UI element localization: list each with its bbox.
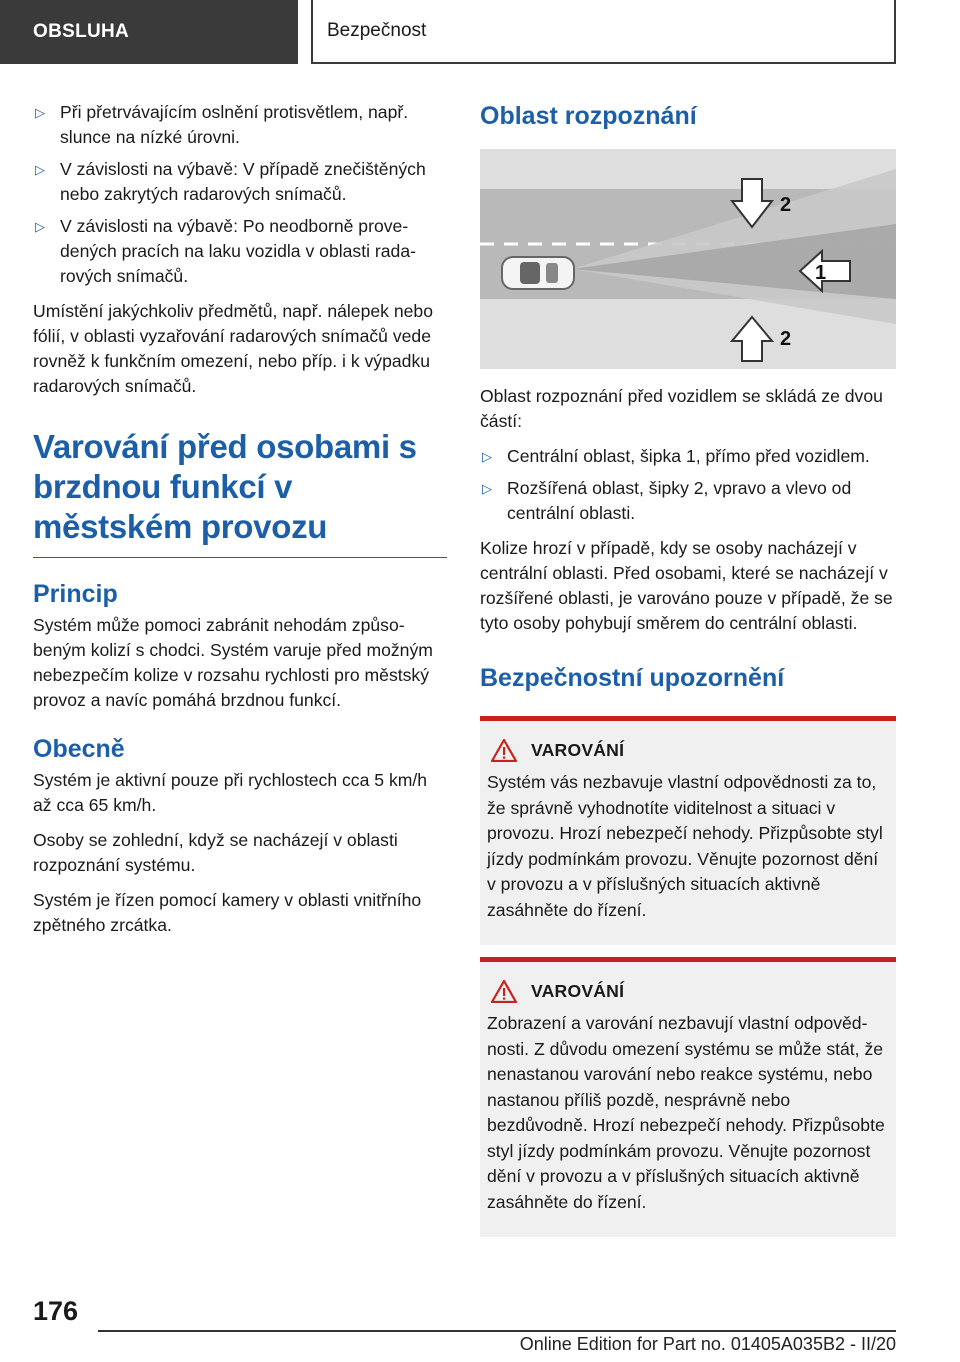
svg-text:2: 2	[780, 328, 792, 350]
general-paragraph-2: Osoby se zohlední, když se nacházejí v oblasti rozpoznání systému.	[33, 830, 398, 875]
header-title-box	[311, 0, 896, 64]
footer-edition: Online Edition for Part no. 01405A035B2 - II/20	[519, 1334, 896, 1354]
triangle-right-icon: ▷	[35, 219, 45, 234]
svg-text:2: 2	[780, 194, 792, 216]
footer-divider	[98, 1330, 896, 1332]
triangle-right-icon: ▷	[35, 105, 45, 120]
header-section-tab	[0, 0, 298, 64]
principle-heading: Princip	[33, 580, 118, 608]
detection-list	[480, 444, 896, 526]
limitations-list	[33, 100, 447, 289]
objects-paragraph: Umístění jakýchkoliv předmětů, např. nálepek nebo fólií, v oblasti vyzařování radarových snímačů vede rovněž k funkčním omezení, nebo příp. i k výpadku radarových snímačů.	[33, 301, 433, 396]
principle-paragraph: Systém může pomoci zabránit nehodám způsobeným kolizí s chodci. Systém varuje před možným nebezpečím kolize v rozsahu rychlosti pro městský provoz a navíc pomáhá brzdnou funkcí.	[33, 615, 433, 710]
detection-paragraph: Kolize hrozí v případě, kdy se osoby nacházejí v centrální oblasti. Před osobami, které se nacházejí v rozšířené oblasti, je varováno pouze v případě, že se tyto osoby pohybují směrem do centrální oblasti.	[480, 538, 893, 633]
header-title: Bezpečnost	[327, 20, 427, 41]
list-item: ▷ Centrální oblast, šipka 1, přímo před vozidlem.	[480, 444, 896, 469]
triangle-right-icon: ▷	[35, 162, 45, 177]
warning-text: Systém vás nezbavuje vlastní odpovědnosti za to, že správně vyhodnotíte viditelnost a situaci v provozu. Hrozí nebezpečí nehody. Přizpůsobte styl jízdy podmínkám provozu. Věnujte pozornost dění v provozu a v příslušných situacích aktivně zasáhněte do řízení.	[487, 772, 883, 920]
header-section-label: OBSLUHA	[33, 21, 130, 42]
detection-intro: Oblast rozpoznání před vozidlem se skládá ze dvou částí:	[480, 386, 883, 431]
warning-text: Zobrazení a varování nezbavují vlastní odpovědnosti. Z důvodu omezení systému se může stát, že nenastanou varování nebo reakce systému, nebo nastanou příliš pozdě, nesprávně nebo bezdůvodně. Hrozí nebezpečí nehody. Přizpůsobte styl jízdy podmínkám provozu. Věnujte pozornost dění v provozu a v příslušných situacích aktivně zasáhněte do řízení.	[487, 1013, 885, 1212]
triangle-right-icon: ▷	[482, 449, 492, 464]
page-number: 176	[33, 1296, 79, 1326]
list-item: ▷ V závislosti na výbavě: Po neodborně provedených pracích na laku vozidla v oblasti radarových snímačů.	[35, 216, 416, 286]
car-icon	[502, 257, 574, 289]
general-paragraph-1: Systém je aktivní pouze při rychlostech cca 5 km/h až cca 65 km/h.	[33, 770, 428, 815]
list-item: ▷ Rozšířená oblast, šipky 2, vpravo a vlevo od centrální oblasti.	[482, 478, 852, 523]
warning-box-2	[480, 957, 896, 1237]
warning-triangle-icon	[491, 980, 517, 1003]
right-column	[480, 100, 896, 1237]
safety-heading: Bezpečnostní upozornění	[480, 664, 785, 692]
triangle-right-icon: ▷	[482, 481, 492, 496]
detection-heading: Oblast rozpoznání	[480, 102, 697, 130]
general-heading: Obecně	[33, 735, 125, 763]
warning-box-1	[480, 716, 896, 945]
general-paragraph-3: Systém je řízen pomocí kamery v oblasti vnitřního zpětného zrcátka.	[33, 890, 422, 935]
warning-triangle-icon	[491, 739, 517, 762]
warning-title: VAROVÁNÍ	[531, 981, 625, 1001]
list-item: ▷ Při přetrvávajícím oslnění protisvětlem, např. slunce na nízké úrovni.	[35, 102, 409, 147]
list-item: ▷ V závislosti na výbavě: V případě znečištěných nebo zakrytých radarových snímačů.	[35, 159, 426, 204]
left-column	[33, 100, 447, 948]
svg-text:1: 1	[815, 262, 827, 284]
section-title: Varování před osobami s brzdnou funkcí v městském provozu	[33, 427, 447, 558]
warning-title: VAROVÁNÍ	[531, 740, 625, 760]
detection-area-figure	[480, 149, 896, 369]
